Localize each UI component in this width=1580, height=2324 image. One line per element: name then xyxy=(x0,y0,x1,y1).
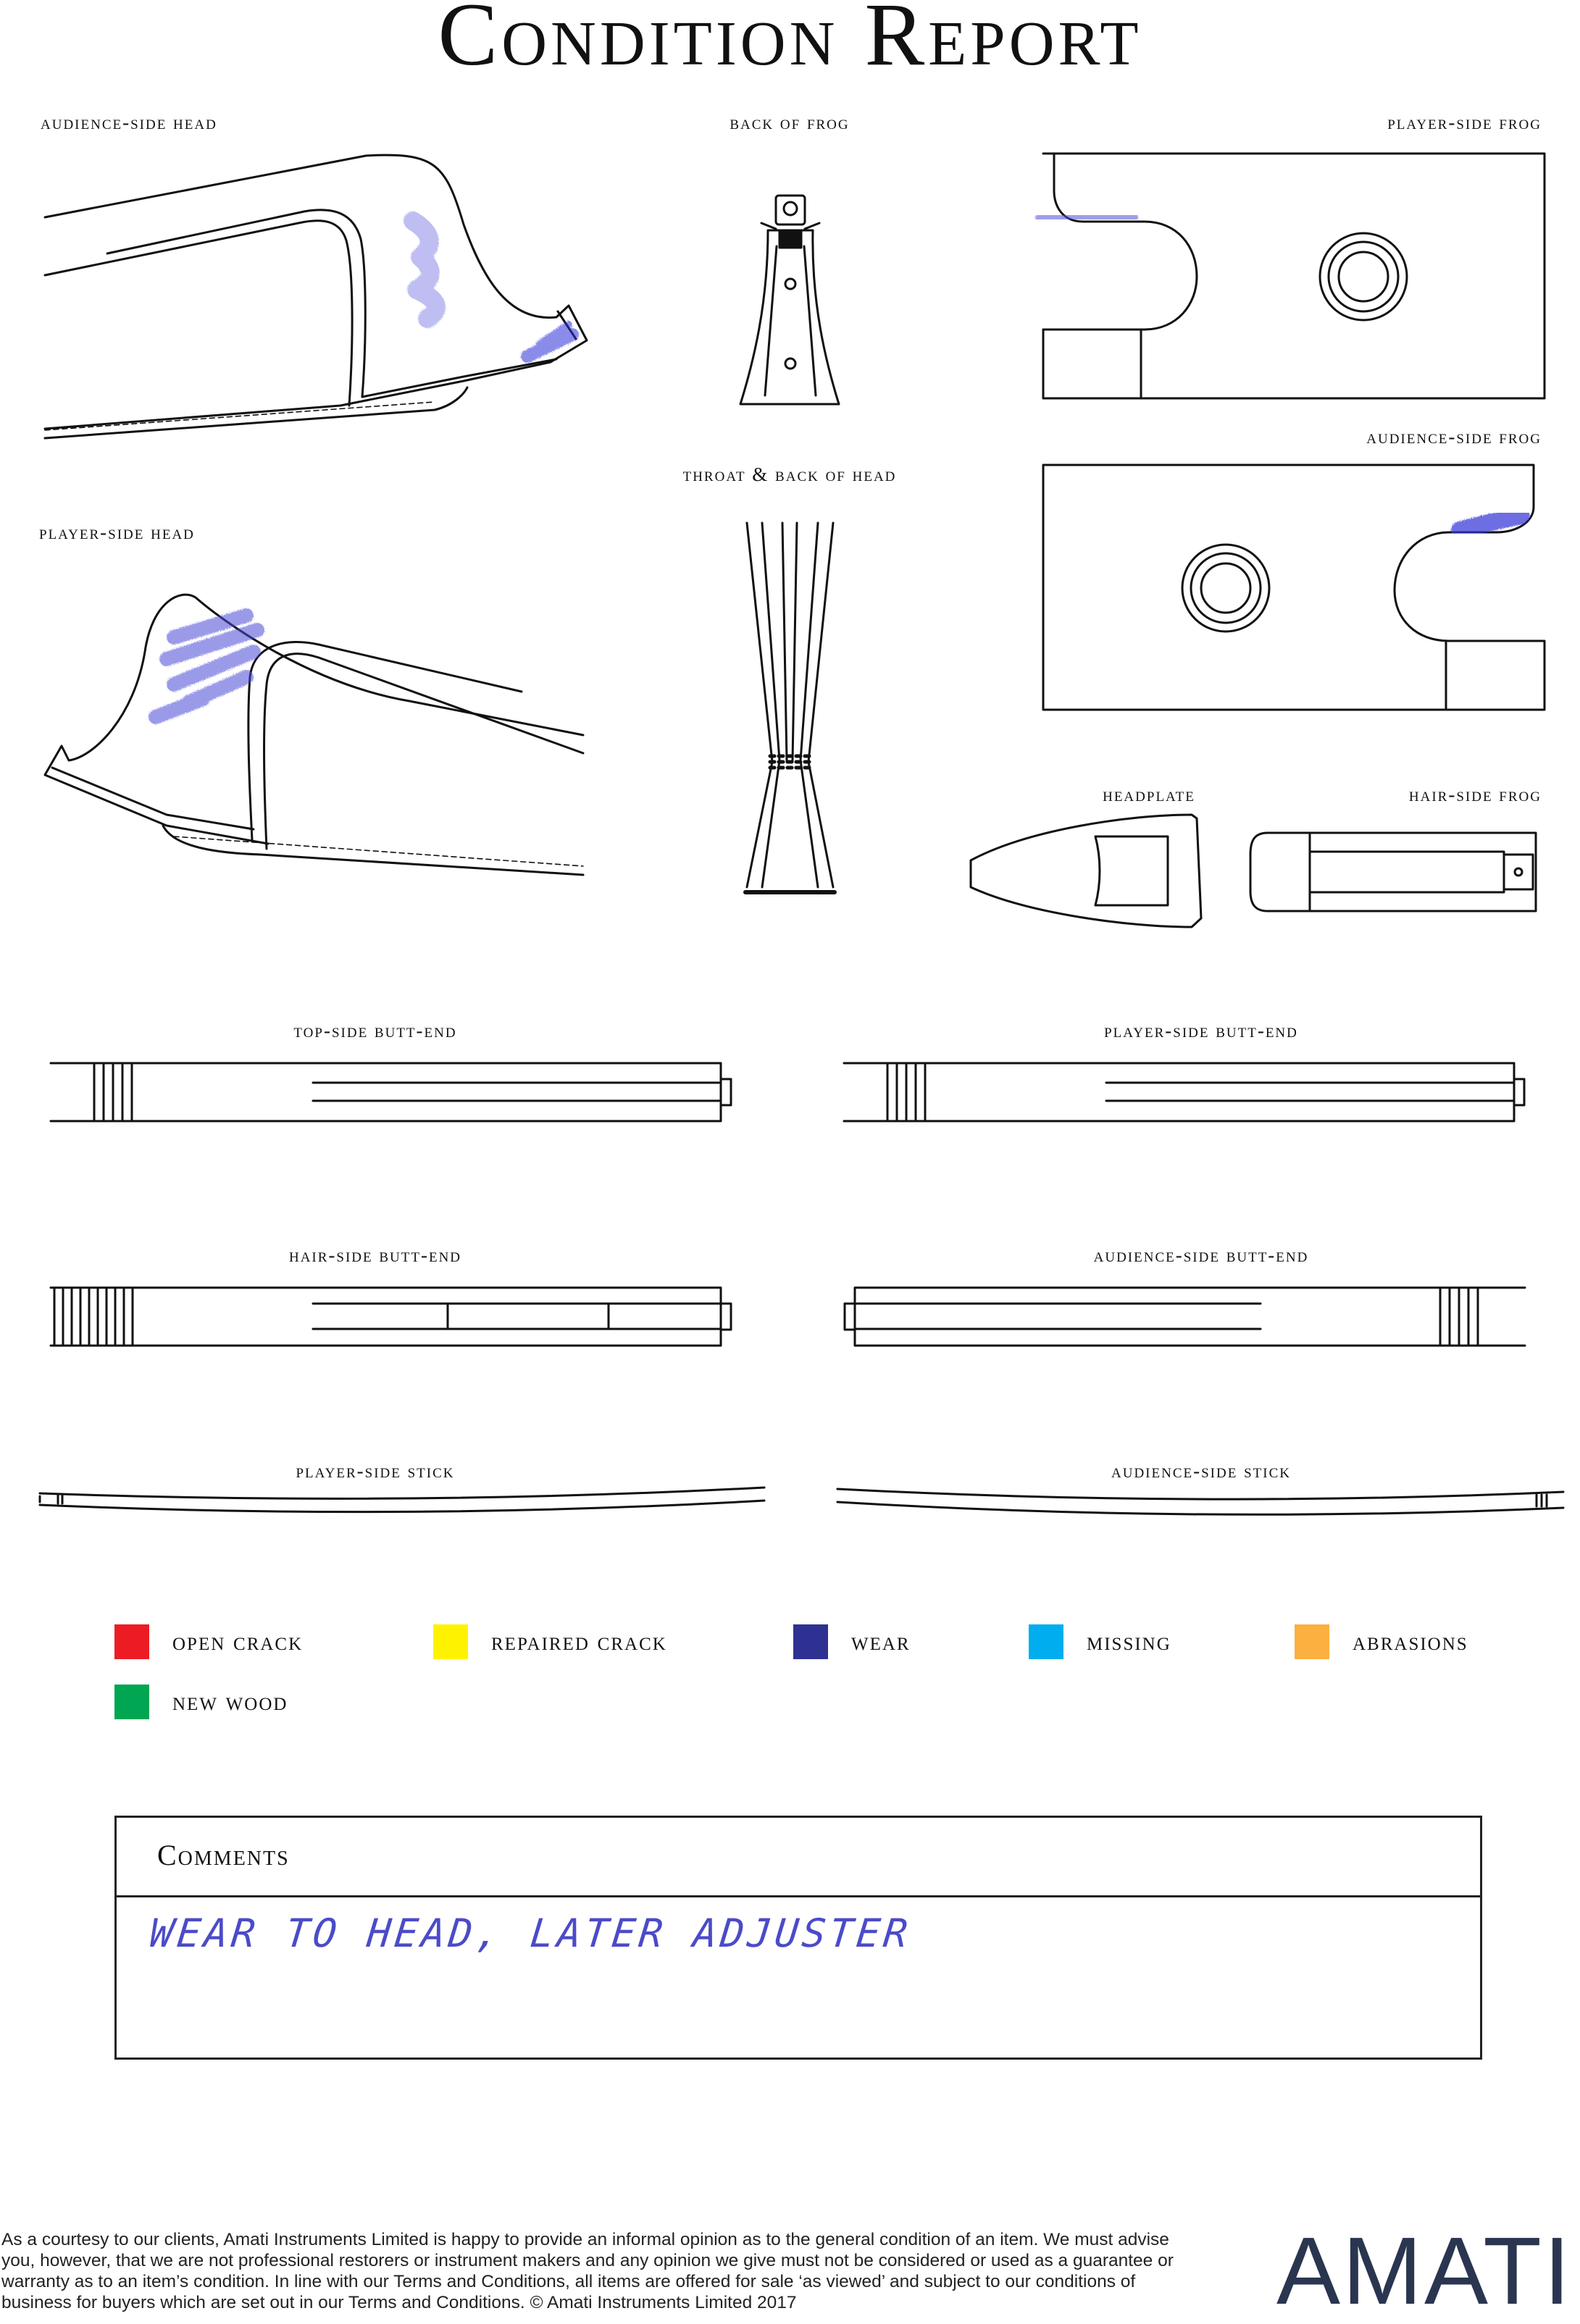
comments-title: Comments xyxy=(157,1839,290,1871)
label-player-side-butt-end: player-side butt-end xyxy=(1104,1020,1298,1041)
label-back-of-frog: back of frog xyxy=(730,112,850,133)
label-audience-side-butt-end: audience-side butt-end xyxy=(1093,1244,1309,1266)
label-throat-back-of-head: throat & back of head xyxy=(682,463,897,485)
hair-side-frog-drawing xyxy=(1250,833,1536,911)
label-top-side-butt-end: top-side butt-end xyxy=(293,1020,457,1041)
swatch-repaired-crack xyxy=(433,1624,468,1659)
audience-side-stick-drawing xyxy=(837,1489,1563,1514)
label-audience-side-stick: audience-side stick xyxy=(1111,1460,1291,1482)
label-hair-side-butt-end: hair-side butt-end xyxy=(288,1244,462,1266)
label-audience-side-frog: audience-side frog xyxy=(1366,426,1542,448)
legend-label: missing xyxy=(1087,1627,1171,1656)
brand-logo: AMATI xyxy=(1276,2218,1573,2324)
label-audience-side-head: audience-side head xyxy=(41,112,217,133)
comments-text[interactable]: WEAR TO HEAD, LATER ADJUSTER xyxy=(147,1910,914,1956)
swatch-abrasions xyxy=(1295,1624,1329,1659)
swatch-open-crack xyxy=(114,1624,149,1659)
label-player-side-stick: player-side stick xyxy=(296,1460,455,1482)
legend-label: abrasions xyxy=(1353,1627,1468,1656)
swatch-new-wood xyxy=(114,1685,149,1719)
swatch-wear xyxy=(793,1624,828,1659)
wear-mark-audience-head xyxy=(413,221,572,356)
player-side-butt-end-drawing xyxy=(844,1063,1524,1121)
player-side-head-drawing xyxy=(45,595,583,875)
audience-side-butt-end-drawing xyxy=(845,1288,1525,1346)
label-headplate: headplate xyxy=(1103,784,1195,805)
comments-box xyxy=(114,1816,1482,2060)
disclaimer-text: As a courtesy to our clients, Amati Instruments Limited is happy to provide an informal opinion as to the general condition of an item. We must advise you, however, that we are not professional restorers or instrument makers and any opinion we give must not be considered or used as a guarantee or warranty as to an item’s condition. In line with our Terms and Conditions, all items are offered for sale ‘as viewed’ and subject to our conditions of business for buyers which are set out in our Terms and Conditions. © Amati Instruments Limited 2017 xyxy=(1,2230,1174,2312)
legend-label: repaired crack xyxy=(491,1627,667,1656)
label-player-side-head: player-side head xyxy=(39,521,195,543)
page-title: Condition Report xyxy=(438,0,1142,84)
wear-mark-player-frog xyxy=(1043,216,1130,219)
legend-label: new wood xyxy=(172,1687,288,1716)
player-side-frog-drawing xyxy=(1043,154,1545,398)
audience-side-head-drawing xyxy=(45,155,587,438)
wear-mark-audience-frog xyxy=(1460,516,1521,530)
back-of-frog-drawing xyxy=(740,196,839,404)
top-side-butt-end-drawing xyxy=(51,1063,731,1121)
hair-side-butt-end-drawing xyxy=(51,1288,731,1346)
label-hair-side-frog: hair-side frog xyxy=(1408,784,1542,805)
label-player-side-frog: player-side frog xyxy=(1387,112,1542,133)
swatch-missing xyxy=(1029,1624,1063,1659)
headplate-drawing xyxy=(971,815,1201,927)
legend-label: open crack xyxy=(172,1627,304,1656)
wear-mark-player-head xyxy=(156,616,257,717)
comments-header xyxy=(117,1818,1480,1897)
legend-label: wear xyxy=(851,1627,911,1656)
throat-back-of-head-drawing xyxy=(745,523,835,892)
player-side-stick-drawing xyxy=(40,1488,764,1512)
audience-side-frog-drawing xyxy=(1043,465,1545,710)
